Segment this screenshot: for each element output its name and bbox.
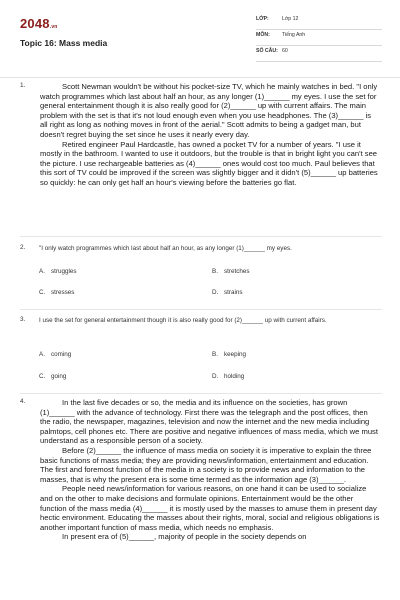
passage-paragraph: In present era of (5)______, majority of people in the society depends on	[62, 532, 307, 542]
question-stem: "I only watch programmes which last about half an hour, as any longer (1)______ my eyes.	[39, 245, 292, 252]
option-letter: A.	[39, 351, 45, 358]
question-stem: I use the set for general entertainment though it is also really good for (2)______ up with current affairs.	[39, 317, 327, 324]
question-number: 4.	[20, 398, 26, 405]
meta-row-subject	[256, 32, 382, 46]
meta-row-class	[256, 16, 382, 30]
reading-passage	[40, 398, 380, 542]
meta-key: MÔN:	[256, 32, 270, 38]
question-4	[20, 398, 382, 600]
option-letter: B.	[212, 268, 218, 275]
passage-paragraph: Retired engineer Paul Hardcastle, has owned a pocket TV for a number of years. "I use it mostly in the bathroom. I wanted to use it outdoors, but the trouble is that in bright light you can't see the picture. I use rechargeable batteries as (4)______ ones would cost too much. Paul believes that this sort of TV could be improved if the screen was slightly bigger and it didn't (5)______ up batteries so quickly: he can only get half an hour's viewing before the batteries go flat.	[40, 139, 378, 187]
meta-info	[256, 16, 382, 64]
meta-value: Tiếng Anh	[282, 32, 306, 38]
question-divider	[20, 236, 382, 237]
topic-title: Topic 16: Mass media	[20, 38, 108, 48]
meta-row-count	[256, 48, 382, 62]
option-letter: A.	[39, 268, 45, 275]
answer-option-d[interactable]	[212, 289, 243, 296]
answer-option-a[interactable]	[39, 268, 77, 275]
question-divider	[20, 393, 382, 394]
option-text: struggles	[51, 268, 77, 275]
meta-value: Lớp 12	[282, 16, 299, 22]
question-1	[20, 82, 382, 232]
answer-option-c[interactable]	[39, 373, 66, 380]
option-text: stresses	[51, 289, 75, 296]
option-letter: C.	[39, 289, 46, 296]
site-logo[interactable]	[20, 16, 58, 31]
question-2	[20, 244, 382, 304]
answer-option-b[interactable]	[212, 268, 250, 275]
passage-paragraph: Before (2)______ the influence of mass media on society it is imperative to explain the three basic functions of mass media; they are providing news/information, entertainment and education. The first and foremost function of the media in a society is to provide news and information to the masses, that is why the present era is some time termed as the information age (3)______.	[40, 445, 372, 484]
option-text: holding	[224, 373, 245, 380]
passage-paragraph: Scott Newman wouldn't be without his pocket-size TV, which he mainly watches in bed. "I only watch programmes which last about half an hour, as any longer (1)______ my eyes. I use the set for general entertainment though it is also really good for (2)______ up with current affairs. The main problem with the set is that it's not loud enough even when you use headphones. The (3)______ is all right as long as nothing moves in front of the aerial." Scott admits to being a gadget man, but doesn't regret buying the set since he uses it nearly every day.	[40, 82, 378, 139]
option-text: strains	[224, 289, 243, 296]
meta-value: 60	[282, 48, 288, 54]
answer-option-b[interactable]	[212, 351, 246, 358]
logo-main: 2048	[20, 16, 50, 31]
question-3	[20, 316, 382, 388]
option-text: coming	[51, 351, 72, 358]
meta-key: LỚP:	[256, 16, 269, 22]
passage-paragraph: In the last five decades or so, the media and its influence on the societies, has grown (1)______ with the advance of technology. First there was the telegraph and the post offices, then the radio, the newspaper, magazines, television and now the internet and the new media including palmtops, cell phones etc. There are positive and negative influences of mass media, which we must understand as a responsible person of a society.	[40, 398, 378, 446]
question-divider	[20, 309, 382, 310]
option-letter: D.	[212, 373, 219, 380]
meta-key: SỐ CÂU:	[256, 48, 278, 54]
question-number: 1.	[20, 82, 26, 89]
question-number: 3.	[20, 316, 26, 323]
answer-option-c[interactable]	[39, 289, 74, 296]
option-text: keeping	[224, 351, 247, 358]
logo-suffix: .vn	[49, 24, 58, 30]
option-letter: B.	[212, 351, 218, 358]
passage-paragraph: People need news/information for various reasons, on one hand it can be used to socialize and on the other to make decisions and formulate opinions. Entertainment would be the other function of the mass media (4)______ it is mostly used by the masses to amuse them in present day hectic environment. Educating the masses about their rights, moral, social and religious obligations is another important function of mass media, which needs no emphasis.	[40, 484, 380, 532]
header-divider	[0, 77, 400, 78]
answer-option-d[interactable]	[212, 373, 244, 380]
page-header	[20, 14, 382, 62]
reading-passage	[40, 82, 380, 188]
option-letter: D.	[212, 289, 219, 296]
answer-option-a[interactable]	[39, 351, 71, 358]
option-text: going	[51, 373, 67, 380]
option-text: stretches	[224, 268, 250, 275]
option-letter: C.	[39, 373, 46, 380]
question-number: 2.	[20, 244, 26, 251]
